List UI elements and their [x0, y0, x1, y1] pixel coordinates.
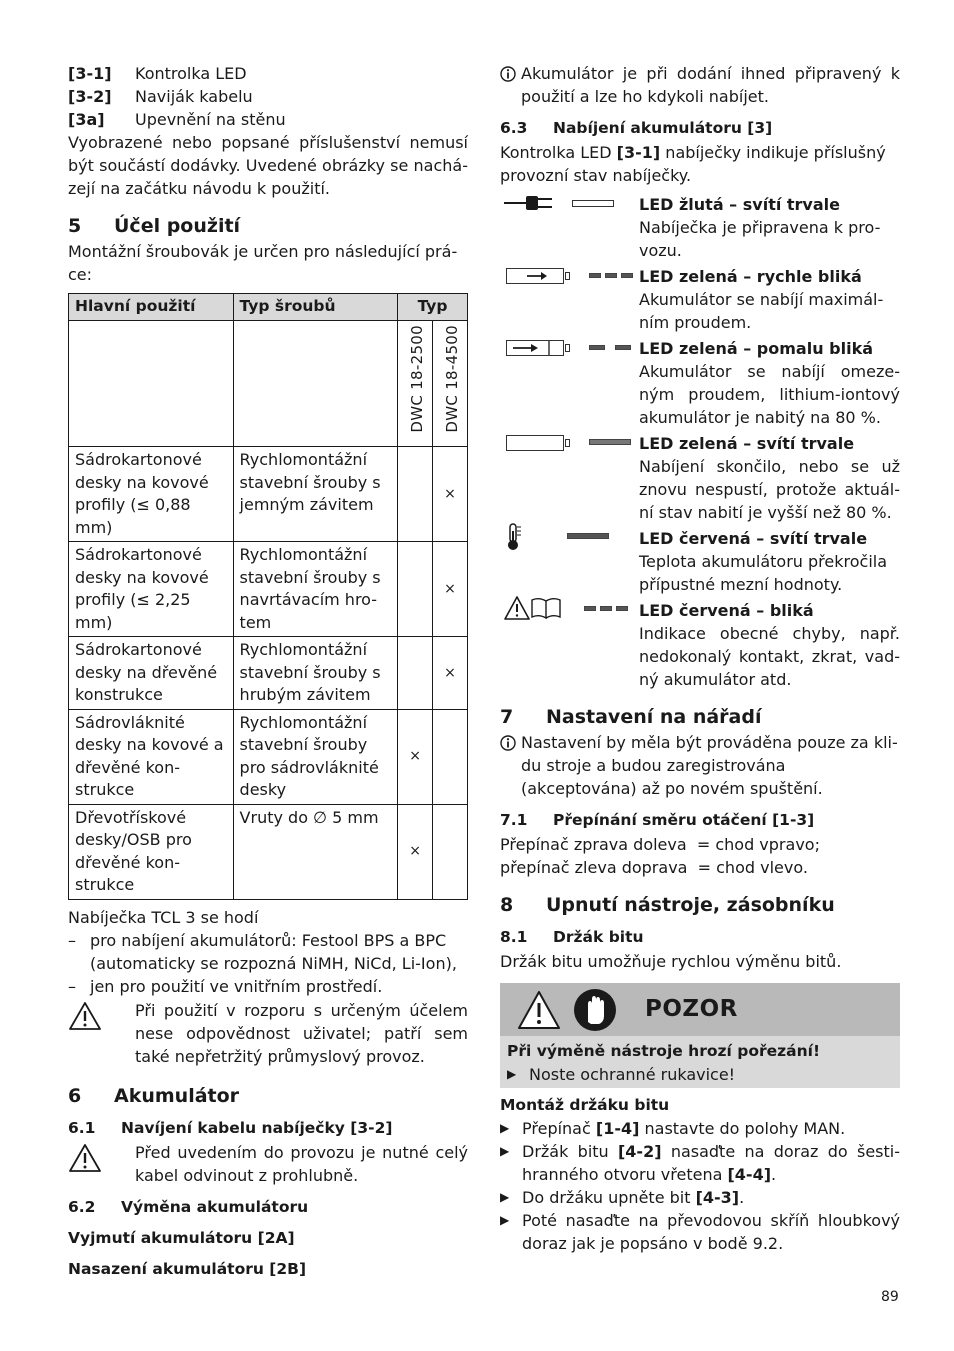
legend-item: [3-1] Kontrolka LED — [68, 64, 247, 83]
table-header-row — [69, 294, 468, 321]
section-8-1-text: Držák bitu umožňuje rychlou výměnu bitů. — [500, 952, 842, 971]
direction-line: Přepínač zprava doleva = chod vpravo; — [500, 835, 820, 854]
section-6-3-text: Kontrolka LED [3-1] nabíječky indikuje příslušný provozní stav nabíječky. — [500, 143, 886, 185]
legend-list — [68, 62, 468, 131]
manual-icon — [530, 596, 564, 620]
table-header: Hlavní použití — [69, 294, 234, 321]
usage-table — [68, 293, 468, 900]
caution-action: ▶ Noste ochranné rukavice! — [507, 1065, 736, 1084]
step-item: ▶ Přepínač [1-4] nastavte do polohy MAN. — [500, 1119, 846, 1138]
subheading: Montáž držáku bitu — [500, 1096, 670, 1114]
type-label: DWC 18-2500 — [408, 325, 427, 433]
list-item: – pro nabíjení akumulátorů: Festool BPS a BPC (automaticky se rozpozná NiMH, NiCd, Li-Ion), — [68, 930, 457, 973]
battery-80-icon — [500, 337, 639, 359]
list-item: – jen pro použití ve vnitřním prostředí. — [68, 976, 383, 996]
step-item: ▶ Do držáku upněte bit [4-3]. — [500, 1188, 745, 1207]
led-text: Nabíjení skončilo, nebo se už znovu nespustí, protože aktuál-ní stav nabití je vyšší než 80 %. — [639, 457, 900, 522]
warning-icon — [68, 1141, 135, 1187]
type-label: DWC 18-4500 — [443, 325, 462, 433]
section-heading-6: 6 Akumulátor — [68, 1084, 240, 1107]
warning-icon — [68, 999, 135, 1068]
section-heading-8: 8 Upnutí nástroje, zásobníku — [500, 894, 835, 916]
led-title: LED žlutá – svítí trvale — [639, 195, 840, 214]
subheading: Vyjmutí akumulátoru [2A] — [68, 1228, 295, 1247]
warning-note: Při použití v rozporu s určeným účelem nese odpovědnost uživatel; patří sem také nepřetržitý průmyslový provoz. — [68, 999, 468, 1068]
led-title: LED zelená – pomalu bliká — [639, 339, 874, 358]
warning-note: Před uvedením do provozu je nutné celý kabel odvinout z prohlubně. — [68, 1141, 468, 1187]
led-title: LED červená – bliká — [639, 601, 814, 620]
caution-box — [500, 983, 900, 1088]
info-note: Akumulátor je při dodání ihned připravený k použití a lze ho kdykoli nabíjet. — [500, 62, 900, 108]
led-text: Indikace obecné chyby, např. nedokonalý kontakt, zkrat, vad-ný akumulátor atd. — [639, 624, 900, 689]
section-heading-6-3: 6.3 Nabíjení akumulátoru [3] — [500, 119, 773, 137]
led-title: LED zelená – svítí trvale — [639, 434, 855, 453]
section-5-text: Montážní šroubovák je určen pro následující prá-ce: — [68, 242, 458, 284]
intro-paragraph: Vyobrazené nebo popsané příslušenství nemusí být součástí dodávky. Uvedené obrázky se nachá-zejí na začátku návodu k použití. — [68, 133, 468, 198]
thermometer-icon — [500, 527, 639, 549]
right-column — [500, 62, 900, 1255]
page-number: 89 — [881, 1289, 899, 1305]
left-column — [68, 62, 468, 1281]
table-row: Dřevotřískové desky/OSB pro dřevěné kon-strukce Vruty do ∅ 5 mm × — [69, 804, 468, 899]
led-text: Akumulátor se nabíjí omeze-ným proudem, lithium-iontový akumulátor je nabitý na 80 %. — [639, 362, 900, 427]
charger-text: Nabíječka TCL 3 se hodí — [68, 907, 259, 927]
led-state-item — [500, 265, 900, 334]
led-state-item — [500, 337, 900, 429]
section-heading-7-1: 7.1 Přepínání směru otáčení [1-3] — [500, 811, 815, 829]
led-title: LED červená – svítí trvale — [639, 529, 868, 548]
caution-title: POZOR — [645, 996, 738, 1022]
glove-icon — [573, 988, 617, 1032]
legend-item: [3a] Upevnění na stěnu — [68, 110, 286, 129]
section-heading-5: 5 Účel použití — [68, 215, 241, 237]
battery-charging-icon — [500, 265, 639, 287]
info-icon — [500, 731, 521, 800]
caution-warning: Při výměně nástroje hrozí pořezání! — [507, 1042, 821, 1060]
led-state-item — [500, 527, 900, 596]
warning-icon — [517, 990, 561, 1030]
table-row: Sádrokartonové desky na dřevěné konstrukce Rychlomontážní stavební šrouby s hrubým závitem × — [69, 637, 468, 710]
led-state-item — [500, 193, 900, 262]
direction-line: přepínač zleva doprava = chod vlevo. — [500, 858, 808, 877]
step-item: ▶ Držák bitu [4-2] nasaďte na doraz do šesti-hranného otvoru vřetena [4-4]. — [500, 1142, 900, 1184]
led-state-item — [500, 599, 900, 691]
section-heading-8-1: 8.1 Držák bitu — [500, 928, 644, 946]
info-note: Nastavení by měla být prováděna pouze za kli-du stroje a budou zaregistrována (akceptována) až po novém spuštění. — [500, 731, 900, 800]
legend-item: [3-2] Naviják kabelu — [68, 87, 253, 106]
led-text: Teplota akumulátoru překročila přípustné mezní hodnoty. — [639, 552, 888, 594]
led-state-item — [500, 432, 900, 524]
info-icon — [500, 62, 521, 108]
section-heading-6-2: 6.2 Výměna akumulátoru — [68, 1197, 309, 1216]
table-row: Sádrokartonové desky na kovové profily (≤ 0,88 mm) Rychlomontážní stavební šrouby s jemným závitem × — [69, 447, 468, 542]
led-text: Nabíječka je připravena k pro-vozu. — [639, 218, 881, 260]
table-header: Typ — [398, 294, 468, 321]
table-header: Typ šroubů — [233, 294, 398, 321]
section-heading-6-1: 6.1 Navíjení kabelu nabíječky [3-2] — [68, 1118, 393, 1137]
step-item: ▶ Poté nasaďte na převodovou skříň hloubkový doraz jak je popsáno v bodě 9.2. — [500, 1211, 900, 1253]
table-row: Sádrovláknité desky na kovové a dřevěné kon-strukce Rychlomontážní stavební šrouby pro sádrovláknité desky × — [69, 709, 468, 804]
led-title: LED zelená – rychle bliká — [639, 267, 862, 286]
battery-full-icon — [500, 432, 639, 454]
subheading: Nasazení akumulátoru [2B] — [68, 1259, 307, 1278]
section-heading-7: 7 Nastavení na nářadí — [500, 706, 762, 728]
table-type-row — [69, 321, 468, 447]
plug-icon — [500, 193, 639, 215]
table-row: Sádrokartonové desky na kovové profily (≤ 2,25 mm) Rychlomontážní stavební šrouby s navrtávacím hro-tem × — [69, 542, 468, 637]
led-text: Akumulátor se nabíjí maximál-ním proudem. — [639, 290, 884, 332]
